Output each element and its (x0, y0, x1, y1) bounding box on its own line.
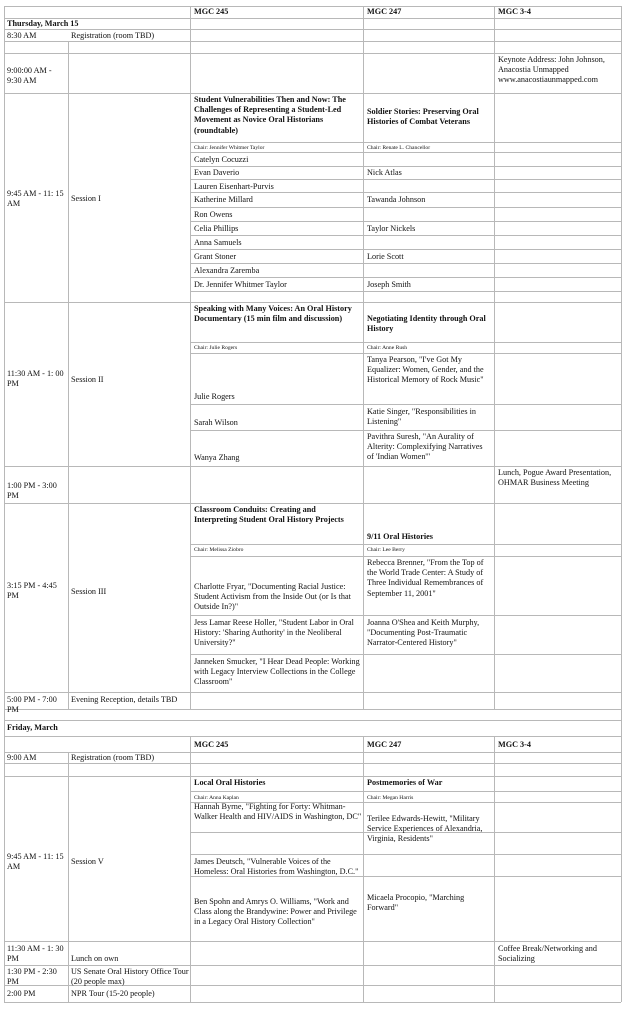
row-line (190, 221, 621, 222)
presenter: Lorie Scott (367, 252, 404, 261)
col-line (68, 466, 69, 709)
col-line (363, 466, 364, 709)
row-line (190, 544, 621, 545)
row-line (190, 152, 621, 153)
col-line (494, 6, 495, 468)
row-line (4, 776, 621, 777)
time-cell: 9:45 AM - 11: 15 AM (7, 852, 64, 872)
row-line (4, 965, 621, 966)
presenter: Janneken Smucker, "I Hear Dead People: Working with Legacy Interview Collections in the College Classroom" (194, 657, 360, 687)
col-line (190, 466, 191, 709)
row-line (190, 556, 621, 557)
presenter: Catelyn Cocuzzi (194, 155, 249, 164)
row-line (4, 709, 621, 710)
col-line (68, 752, 69, 1002)
row-line (190, 166, 621, 167)
col-line (190, 6, 191, 468)
presenter: Joanna O'Shea and Keith Murphy, "Documenting Post-Traumatic Narrator-Centered History" (367, 618, 480, 648)
day-heading-friday: Friday, March (7, 723, 58, 732)
row-line (190, 249, 621, 250)
row-line (190, 854, 621, 855)
panel-title: Soldier Stories: Preserving Oral Histories of Combat Veterans (367, 107, 479, 127)
panel-title: Classroom Conduits: Creating and Interpreting Student Oral History Projects (194, 505, 344, 525)
col-line (363, 736, 364, 1002)
presenter: Wanya Zhang (194, 453, 240, 462)
row-line (190, 791, 621, 792)
presenter: Ron Owens (194, 210, 233, 219)
row-line (4, 302, 621, 303)
presenter: Celia Phillips (194, 224, 239, 233)
session-name: Session II (71, 375, 104, 384)
row-line (190, 235, 621, 236)
panel-chair: Chair: Julie Rogers (194, 345, 238, 351)
room-header-mgc34: MGC 3-4 (498, 7, 531, 16)
presenter: Sarah Wilson (194, 418, 238, 427)
presenter: Nick Atlas (367, 168, 402, 177)
presenter: Jess Lamar Reese Holler, "Student Labor in Oral History: 'Sharing Authority' in the Neoliberal University?" (194, 618, 354, 648)
row-line (190, 179, 621, 180)
room-header-mgc245: MGC 245 (194, 740, 229, 749)
row-line (190, 654, 621, 655)
row-line (4, 941, 621, 942)
col-line (494, 466, 495, 709)
time-cell: 9:45 AM - 11: 15 AM (7, 189, 64, 209)
row-line (190, 404, 621, 405)
presenter: Katie Singer, "Responsibilities in Listening" (367, 407, 476, 427)
registration-cell: Registration (room TBD) (71, 753, 155, 762)
presenter: Charlotte Fryar, "Documenting Racial Justice: Student Activism from the Inside Out (or Is that Outside In?)" (194, 582, 351, 612)
panel-chair: Chair: Lee Berry (367, 547, 405, 553)
presenter: Tanya Pearson, "I've Got My Equalizer: Women, Gender, and the Historical Memory of Rock Music" (367, 355, 484, 385)
col-line (621, 6, 622, 1002)
panel-title: Speaking with Many Voices: An Oral History Documentary (15 min film and discussion) (194, 304, 352, 324)
col-line (68, 41, 69, 468)
row-line (4, 53, 621, 54)
presenter: Katherine Millard (194, 195, 253, 204)
row-line (4, 1002, 621, 1003)
presenter: Julie Rogers (194, 392, 235, 401)
row-line (190, 263, 621, 264)
presenter: Micaela Procopio, "Marching Forward" (367, 893, 465, 913)
senate-tour-cell: US Senate Oral History Office Tour (20 people max) (71, 967, 189, 987)
time-cell: 1:30 PM - 2:30 PM (7, 967, 57, 987)
panel-title: Student Vulnerabilities Then and Now: The Challenges of Representing a Student-Led Movement as Novice Oral Historians (roundtable) (194, 95, 346, 135)
panel-chair: Chair: Anna Kaplan (194, 795, 239, 801)
panel-chair: Chair: Melissa Ziobro (194, 547, 244, 553)
npr-tour-cell: NPR Tour (15-20 people) (71, 989, 155, 998)
time-cell: 11:30 AM - 1: 00 PM (7, 369, 64, 389)
row-line (4, 736, 621, 737)
presenter: Grant Stoner (194, 252, 237, 261)
room-header-mgc247: MGC 247 (367, 740, 402, 749)
time-cell: 3:15 PM - 4:45 PM (7, 581, 57, 601)
presenter: Rebecca Brenner, "From the Top of the World Trade Center: A Study of Three Individual Remembrances of September 11, 2001" (367, 558, 484, 598)
day-heading-thursday: Thursday, March 15 (7, 19, 79, 28)
presenter: Alexandra Zaremba (194, 266, 260, 275)
row-line (190, 207, 621, 208)
row-line (190, 430, 621, 431)
row-line (4, 503, 621, 504)
row-line (190, 291, 621, 292)
presenter: Pavithra Suresh, "An Aurality of Alterity: Complexifying Narratives of 'Indian Women'" (367, 432, 483, 462)
lunch-cell: Lunch, Pogue Award Presentation, OHMAR Business Meeting (498, 468, 612, 488)
presenter: Taylor Nickels (367, 224, 416, 233)
col-line (494, 736, 495, 1002)
time-cell: 2:00 PM (7, 989, 36, 998)
presenter: Dr. Jennifer Whitmer Taylor (194, 280, 287, 289)
lunch-cell: Lunch on own (71, 954, 119, 963)
row-line (190, 353, 621, 354)
room-header-mgc34: MGC 3-4 (498, 740, 531, 749)
row-line (4, 720, 621, 721)
panel-chair: Chair: Megan Harris (367, 795, 414, 801)
time-cell: 11:30 AM - 1: 30 PM (7, 944, 64, 964)
time-cell: 9:00 AM (7, 753, 37, 762)
presenter: Tawanda Johnson (367, 195, 426, 204)
panel-title: Local Oral Histories (194, 778, 266, 787)
row-line (4, 466, 621, 467)
schedule-table (4, 6, 621, 1018)
presenter: James Deutsch, "Vulnerable Voices of the Homeless: Oral Histories from Washington, D.C." (194, 857, 359, 877)
coffee-break-cell: Coffee Break/Networking and Socializing (498, 944, 597, 964)
keynote-cell: Keynote Address: John Johnson, Anacostia Unmapped www.anacostiaunmapped.com (498, 55, 605, 85)
session-name: Session V (71, 857, 104, 866)
presenter: Joseph Smith (367, 280, 411, 289)
row-line (4, 692, 621, 693)
panel-title: Postmemories of War (367, 778, 443, 787)
presenter: Ben Spohn and Amrys O. Williams, "Work and Class along the Brandywine: Power and Privilege in a Legacy Oral History Collection" (194, 897, 357, 927)
col-line (363, 6, 364, 468)
panel-title: 9/11 Oral Histories (367, 532, 433, 541)
presenter: Lauren Eisenhart-Purvis (194, 182, 274, 191)
time-cell: 8:30 AM (7, 31, 37, 40)
panel-chair: Chair: Renate L. Chancellor (367, 145, 431, 151)
panel-chair: Chair: Anne Rush (367, 345, 408, 351)
panel-chair: Chair: Jennifer Whitmer Taylor (194, 145, 265, 151)
row-line (4, 93, 621, 94)
time-cell: 5:00 PM - 7:00 PM (7, 695, 57, 715)
reception-cell: Evening Reception, details TBD (71, 695, 178, 704)
row-line (190, 342, 621, 343)
presenter: Anna Samuels (194, 238, 242, 247)
registration-cell: Registration (room TBD) (71, 31, 155, 40)
session-name: Session III (71, 587, 107, 596)
presenter: Terilee Edwards-Hewitt, "Military Service Experiences of Alexandria, Virginia, Residents" (367, 814, 483, 844)
room-header-mgc245: MGC 245 (194, 7, 229, 16)
session-name: Session I (71, 194, 101, 203)
row-line (190, 142, 621, 143)
presenter: Hannah Byrne, "Fighting for Forty: Whitman-Walker Health and HIV/AIDS in Washington, DC" (194, 802, 362, 822)
time-cell: 1:00 PM - 3:00 PM (7, 481, 57, 501)
room-header-mgc247: MGC 247 (367, 7, 402, 16)
col-line (4, 6, 5, 1002)
row-line (190, 615, 621, 616)
row-line (190, 277, 621, 278)
time-cell: 9:00:00 AM - 9:30 AM (7, 66, 52, 86)
presenter: Evan Daverio (194, 168, 240, 177)
col-line (190, 736, 191, 1002)
panel-title: Negotiating Identity through Oral History (367, 314, 486, 334)
